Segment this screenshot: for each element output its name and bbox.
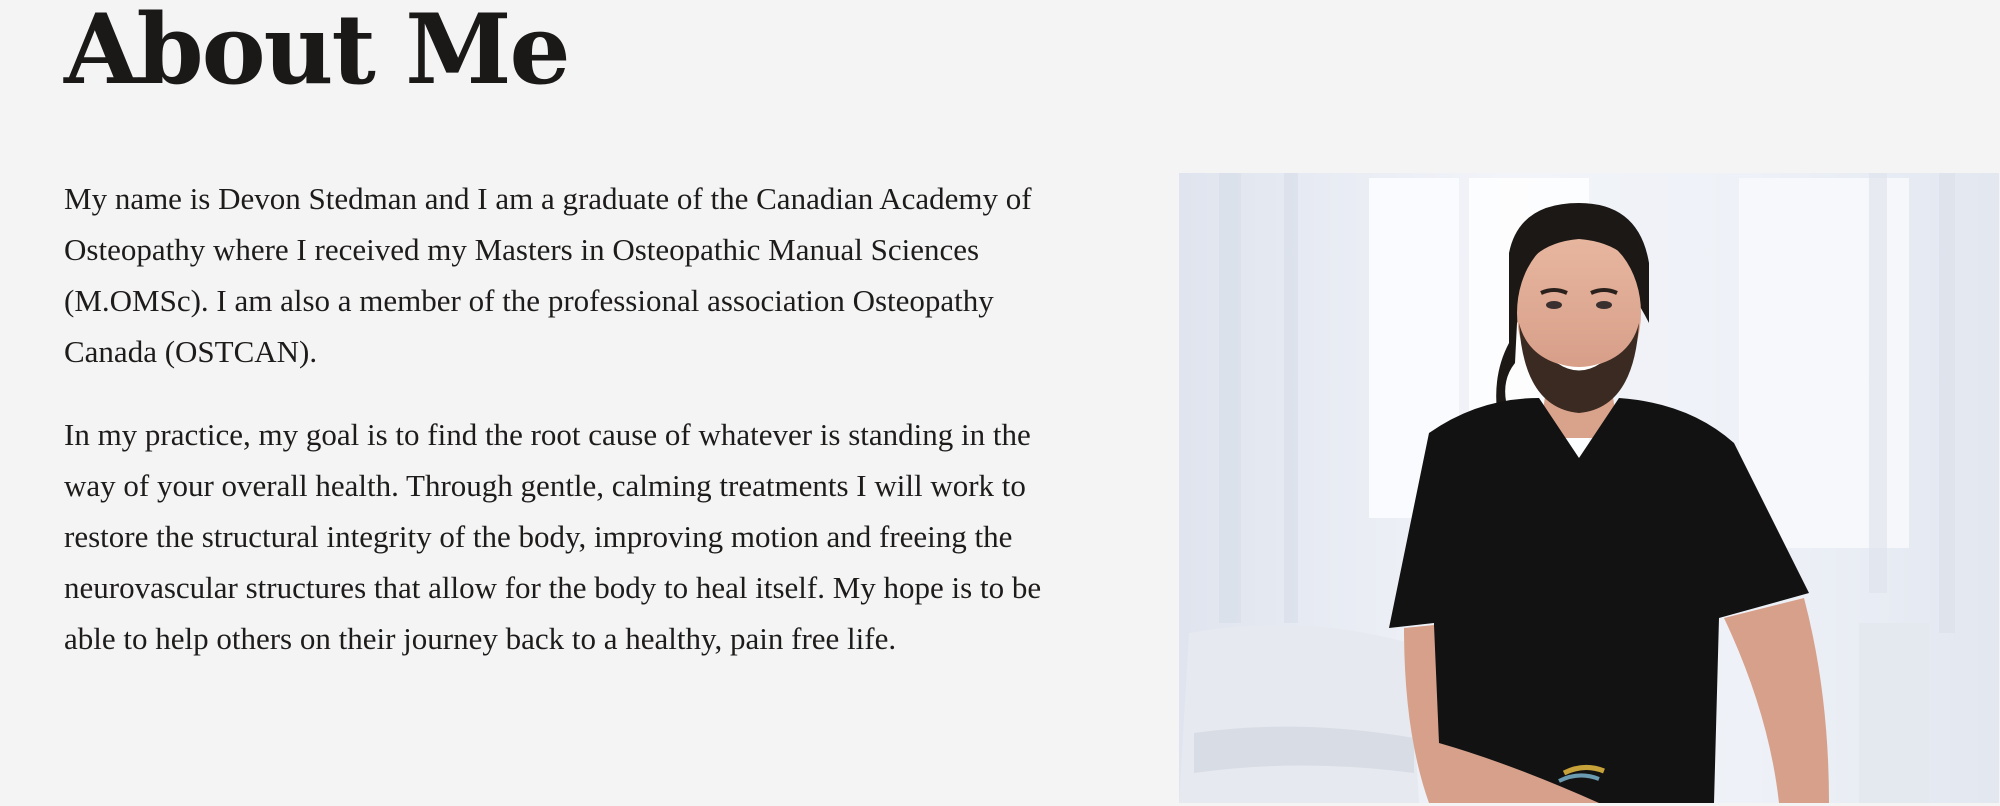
bio-text xyxy=(64,173,1064,696)
page-title: About Me xyxy=(64,0,569,106)
profile-photo xyxy=(1179,173,1999,803)
bio-paragraph-2: In my practice, my goal is to find the root cause of whatever is standing in the way of your overall health. Through gentle, calming treatments I will work to restore the structural integrity of the body, improving motion and freeing the neurovascular structures that allow for the body to heal itself. My hope is to be able to help others on their journey back to a healthy, pain free life. xyxy=(64,417,1042,656)
bio-paragraph-1: My name is Devon Stedman and I am a graduate of the Canadian Academy of Osteopathy where I received my Masters in Osteopathic Manual Sciences (M.OMSc). I am also a member of the professional association Osteopathy Canada (OSTCAN). xyxy=(64,181,1032,369)
